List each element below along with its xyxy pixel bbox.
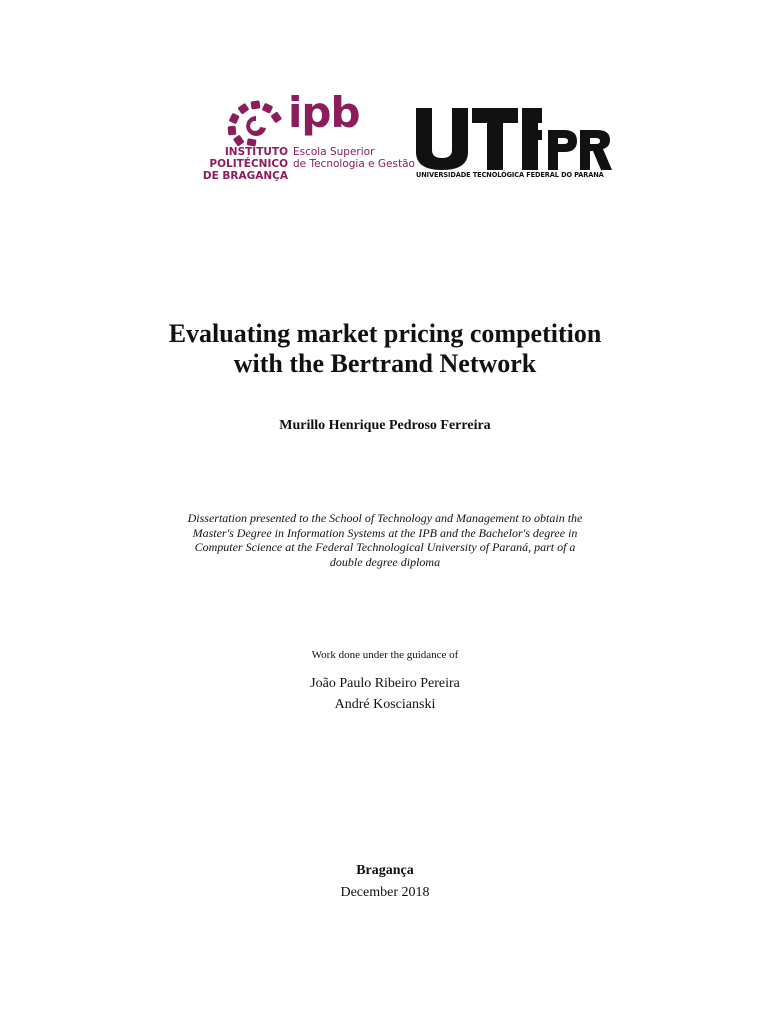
author-name: Murillo Henrique Pedroso Ferreira: [279, 418, 491, 433]
utfpr-logo: [416, 108, 614, 182]
dissertation-line-2: Master's Degree in Information Systems at the IPB and the Bachelor's degree in: [192, 525, 578, 540]
guidance-label: Work done under the guidance of: [311, 649, 459, 661]
advisor-name: André Koscianski: [334, 697, 436, 712]
utfpr-caption: UNIVERSIDADE TECNOLÓGICA FEDERAL DO PARANÁ: [416, 171, 604, 179]
dissertation-line-1: Dissertation presented to the School of Technology and Management to obtain the: [187, 511, 583, 525]
ipb-wordmark: ipb: [288, 88, 360, 137]
advisors-list: [85, 673, 685, 715]
ipb-school-line1: Escola Superior: [293, 146, 375, 158]
title-line-1: Evaluating market pricing competition: [168, 319, 602, 348]
place: Bragança: [356, 863, 414, 878]
ipb-institution-name: [164, 146, 288, 182]
advisor-name: João Paulo Ribeiro Pereira: [310, 676, 460, 691]
dissertation-line-4: double degree diploma: [329, 554, 441, 569]
dissertation-statement: [160, 511, 610, 569]
ipb-school-name: [293, 146, 415, 170]
ipb-institution-line1: INSTITUTO POLITÉCNICO: [209, 146, 288, 170]
date: December 2018: [340, 885, 430, 900]
ipb-emblem-icon: [226, 100, 286, 148]
ipb-logo: [164, 88, 415, 182]
utfpr-wordmark-icon: [416, 108, 614, 172]
dissertation-line-3: Computer Science at the Federal Technological University of Paraná, part of a: [194, 540, 576, 555]
ipb-school-line2: de Tecnologia e Gestão: [293, 158, 415, 170]
title-line-2: with the Bertrand Network: [233, 349, 537, 378]
document-title: [85, 319, 685, 379]
ipb-institution-line2: DE BRAGANÇA: [202, 170, 288, 182]
